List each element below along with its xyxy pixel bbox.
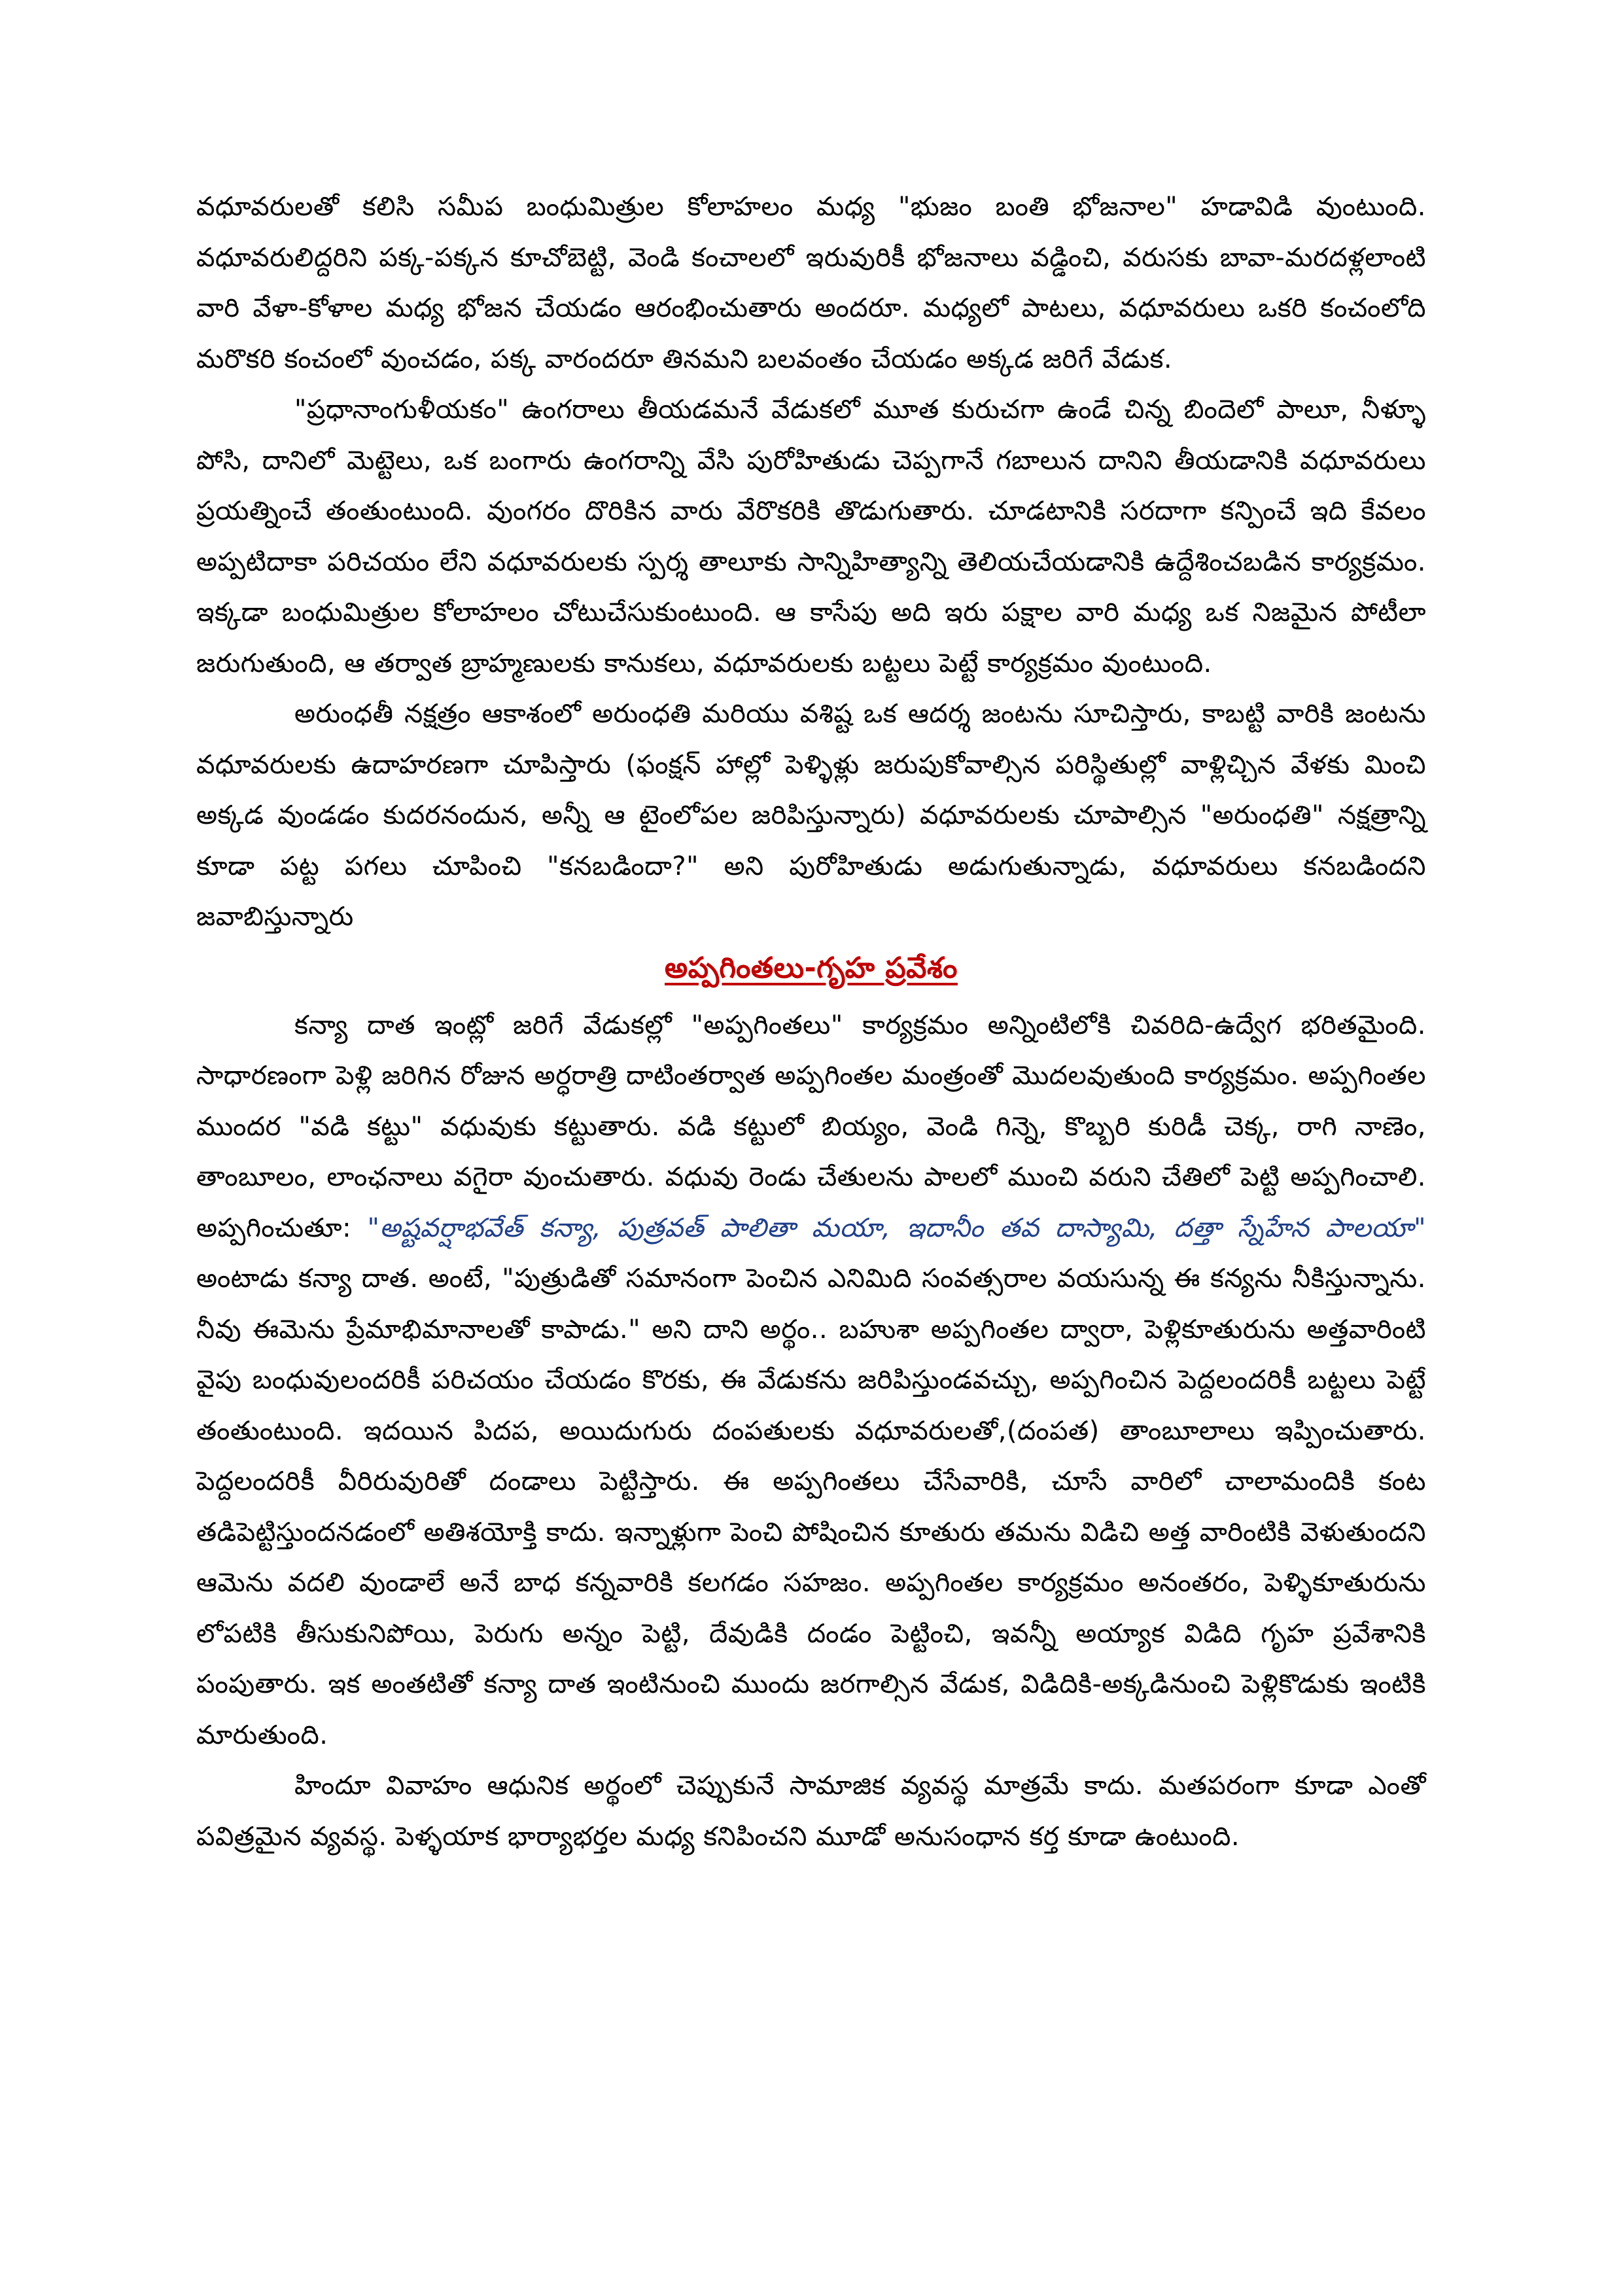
paragraph-pradhanangulieeyakam: "ప్రధానాంగుళీయకం" ఉంగరాలు తీయడమనే వేడుకలో మూత కురుచగా ఉండే చిన్న బిందెలో పాలూ, నీళ్ళూ పోసి, దానిలో మెట్టెలు, ఒక బంగారు ఉంగరాన్ని వేసి పురోహితుడు చెప్పగానే గబాలున దానిని తీయడానికి వధూవరులు ప్రయత్నించే తంతుంటుంది. వుంగరం దొరికిన వారు వేరొకరికి తొడుగుతారు. చూడటానికి సరదాగా కన్పించే ఇది కేవలం అప్పటిదాకా పరిచయం లేని వధూవరులకు స్పర్శ తాలూకు సాన్నిహిత్యాన్ని తెలియచేయడానికి ఉద్దేశించబడిన కార్యక్రమం. ఇక్కడా బంధుమిత్రుల కోలాహలం చోటుచేసుకుంటుంది. ఆ కాసేపు అది ఇరు పక్షాల వారి మధ్య ఒక నిజమైన పోటీలా జరుగుతుంది, ఆ తర్వాత బ్రాహ్మణులకు కానుకలు, వధూవరులకు బట్టలు పెట్టే కార్యక్రమం వుంటుంది. xyxy=(196,395,1426,679)
paragraph-bhojanalu: వధూవరులతో కలిసి సమీప బంధుమిత్రుల కోలాహలం మధ్య "భుజం బంతి భోజనాల" హడావిడి వుంటుంది. వధూవరులిద్దరిని పక్క-పక్కన కూచోబెట్టి, వెండి కంచాలలో ఇరువురికీ భోజనాలు వడ్డించి, వరుసకు బావా-మరదళ్లలాంటి వారి వేళా-కోళాల మధ్య భోజన చేయడం ఆరంభించుతారు అందరూ. మధ్యలో పాటలు, వధూవరులు ఒకరి కంచంలోది మరొకరి కంచంలో వుంచడం, పక్క వారందరూ తినమని బలవంతం చేయడం అక్కడ జరిగే వేడుక. xyxy=(196,192,1426,374)
paragraph-appaginthalu xyxy=(196,1000,1426,1761)
section-heading: అప్పగింతలు-గృహ ప్రవేశం xyxy=(665,951,958,985)
paragraph-hindu-vivaham: హిందూ వివాహం ఆధునిక అర్థంలో చెప్పుకునే సామాజిక వ్యవస్థ మాత్రమే కాదు. మతపరంగా కూడా ఎంతో పవిత్రమైన వ్యవస్థ. పెళ్ళయాక భార్యాభర్తల మధ్య కనిపించని మూడో అనుసంధాన కర్త కూడా ఉంటుంది. xyxy=(196,1771,1426,1852)
paragraph-arundhati: అరుంధతీ నక్షత్రం ఆకాశంలో అరుంధతి మరియు వశిష్ట ఒక ఆదర్శ జంటను సూచిస్తారు, కాబట్టి వారికి జంటను వధూవరులకు ఉదాహరణగా చూపిస్తారు (ఫంక్షన్ హాల్లో పెళ్ళిళ్లు జరుపుకోవాల్సిన పరిస్థితుల్లో వాళ్లిచ్చిన వేళకు మించి అక్కడ వుండడం కుదరనందున, అన్నీ ఆ టైంలోపల జరిపిస్తున్నారు) వధూవరులకు చూపాల్సిన "అరుంధతి" నక్షత్రాన్ని కూడా పట్ట పగలు చూపించి "కనబడిందా?" అని పురోహితుడు అడుగుతున్నాడు, వధూవరులు కనబడిందని జవాబిస్తున్నారు xyxy=(196,699,1426,932)
sanskrit-quote: "అష్టవర్షాభవేత్ కన్యా, పుత్రవత్ పాలితా మయా, ఇదానీం తవ దాస్యామి, దత్తా స్నేహేన పాలయా" xyxy=(367,1212,1426,1243)
paragraph-appaginthalu-rest: అంటాడు కన్యా దాత. అంటే, "పుత్రుడితో సమానంగా పెంచిన ఎనిమిది సంవత్సరాల వయసున్న ఈ కన్యను నీకిస్తున్నాను. నీవు ఈమెను ప్రేమాభిమానాలతో కాపాడు." అని దాని అర్థం.. బహుశా అప్పగింతల ద్వారా, పెళ్లికూతురును అత్తవారింటి వైపు బంధువులందరికీ పరిచయం చేయడం కొరకు, ఈ వేడుకను జరిపిస్తుండవచ్చు, అప్పగించిన పెద్దలందరికీ బట్టలు పెట్టే తంతుంటుంది. ఇదయిన పిదప, అయిదుగురు దంపతులకు వధూవరులతో,(దంపత) తాంబూలాలు ఇప్పించుతారు. పెద్దలందరికీ వీరిరువురితో దండాలు పెట్టిస్తారు. ఈ అప్పగింతలు చేసేవారికి, చూసే వారిలో చాలామందికి కంట తడిపెట్టిస్తుందనడంలో అతిశయోక్తి కాదు. ఇన్నాళ్లుగా పెంచి పోషించిన కూతురు తమను విడిచి అత్త వారింటికి వెళుతుందని ఆమెను వదలి వుండాలే అనే బాధ కన్నవారికి కలగడం సహజం. అప్పగింతల కార్యక్రమం అనంతరం, పెళ్ళికూతురును లోపటికి తీసుకునిపోయి, పెరుగు అన్నం పెట్టి, దేవుడికి దండం పెట్టించి, ఇవన్నీ అయ్యాక విడిది గృహ ప్రవేశానికి పంపుతారు. ఇక అంతటితో కన్యా దాత ఇంటినుంచి ముందు జరగాల్సిన వేడుక, విడిదికి-అక్కడినుంచి పెళ్లికొడుకు ఇంటికి మారుతుంది. xyxy=(196,1263,1426,1750)
paragraph-appaginthalu-intro: కన్యా దాత ఇంట్లో జరిగే వేడుకల్లో "అప్పగింతలు" కార్యక్రమం అన్నింటిలోకి చివరిది-ఉద్వేగ భరితమైంది. సాధారణంగా పెళ్లి జరిగిన రోజున అర్ధరాత్రి దాటింతర్వాత అప్పగింతల మంత్రంతో మొదలవుతుంది కార్యక్రమం. అప్పగింతల ముందర "వడి కట్టు" వధువుకు కట్టుతారు. వడి కట్టులో బియ్యం, వెండి గిన్నె, కొబ్బరి కురిడీ చెక్క, రాగి నాణెం, తాంబూలం, లాంఛనాలు వగైరా వుంచుతారు. వధువు రెండు చేతులను పాలలో ముంచి వరుని చేతిలో పెట్టి అప్పగించాలి. అప్పగించుతూ: xyxy=(196,1010,1426,1243)
section-heading-wrap xyxy=(196,945,1426,1000)
document-page xyxy=(196,182,1426,1862)
